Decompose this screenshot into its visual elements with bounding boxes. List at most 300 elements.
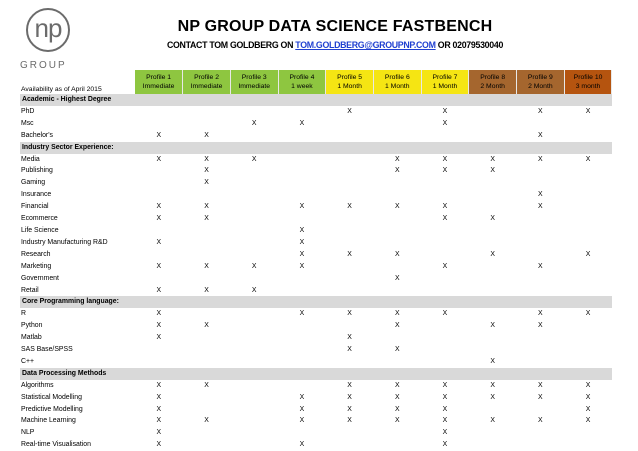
profile-9-cell xyxy=(517,427,565,439)
profile-3-cell: X xyxy=(251,119,257,127)
row-label: Insurance xyxy=(21,191,52,199)
profile-5-cell: X xyxy=(347,393,352,401)
profile-3-cell xyxy=(230,237,278,249)
profile-3-cell xyxy=(230,332,278,344)
profile-1-cell: X xyxy=(156,262,162,270)
profile-2-cell xyxy=(183,308,231,320)
profile-header-5 xyxy=(326,70,374,94)
profile-name: Profile 7 xyxy=(432,74,458,81)
profile-4-cell xyxy=(278,106,326,118)
profile-5-cell xyxy=(326,427,374,439)
profile-5-cell: X xyxy=(347,107,352,115)
section-header-row xyxy=(20,94,612,106)
profile-header-6 xyxy=(373,70,421,94)
profile-2-cell: X xyxy=(204,131,209,139)
logo-circle xyxy=(26,8,70,52)
profile-6-cell xyxy=(373,285,421,297)
profile-header-7 xyxy=(421,70,469,94)
row-label: PhD xyxy=(21,107,35,115)
profile-9-cell xyxy=(517,356,565,368)
profile-7-cell: X xyxy=(442,417,448,425)
profile-3-cell xyxy=(230,273,278,285)
profile-1-cell xyxy=(135,225,183,237)
profile-7-cell: X xyxy=(442,381,448,389)
profile-8-cell xyxy=(469,273,517,285)
profile-2-cell: X xyxy=(204,155,209,163)
profile-4-cell xyxy=(278,213,326,225)
profile-7-cell xyxy=(421,332,469,344)
profile-6-cell: X xyxy=(394,322,400,330)
profile-5-cell xyxy=(326,189,374,201)
profile-7-cell: X xyxy=(442,441,448,449)
table-row xyxy=(20,273,612,285)
profile-name: Profile 4 xyxy=(289,74,315,81)
profile-1-cell xyxy=(135,165,183,177)
row-label: Python xyxy=(21,322,43,330)
profile-10-cell xyxy=(564,285,612,297)
profile-7-cell: X xyxy=(442,119,448,127)
profile-7-cell: X xyxy=(442,203,448,211)
profile-10-cell xyxy=(564,344,612,356)
profile-2-cell xyxy=(183,392,231,404)
profile-9-cell xyxy=(517,273,565,285)
section-title: Academic - Highest Degree xyxy=(20,94,612,106)
profile-4-cell: X xyxy=(299,250,305,258)
profile-5-cell xyxy=(326,273,374,285)
profile-8-cell xyxy=(469,285,517,297)
profile-1-cell: X xyxy=(156,238,162,246)
profile-2-cell: X xyxy=(204,262,209,270)
profile-10-cell xyxy=(564,261,612,273)
profile-3-cell xyxy=(230,356,278,368)
profile-8-cell xyxy=(469,308,517,320)
section-header-row xyxy=(20,296,612,308)
row-label: Predictive Modelling xyxy=(21,405,83,413)
profile-1-cell: X xyxy=(156,393,162,401)
section-title: Industry Sector Experience: xyxy=(20,142,612,154)
profile-7-cell: X xyxy=(442,393,448,401)
profile-1-cell: X xyxy=(156,286,162,294)
profile-5-cell xyxy=(326,225,374,237)
profile-9-cell xyxy=(517,213,565,225)
skills-table-body xyxy=(20,94,612,451)
profile-1-cell: X xyxy=(156,215,162,223)
profile-4-cell: X xyxy=(299,417,305,425)
profile-7-cell: X xyxy=(442,405,448,413)
profile-4-cell xyxy=(278,165,326,177)
profile-6-cell xyxy=(373,439,421,451)
skills-table xyxy=(20,70,612,451)
profile-10-cell xyxy=(564,130,612,142)
profile-7-cell xyxy=(421,130,469,142)
profile-6-cell xyxy=(373,332,421,344)
profile-8-cell: X xyxy=(490,393,495,401)
row-label: Research xyxy=(21,250,51,258)
profile-5-cell xyxy=(326,261,374,273)
availability-label: Availability as of April 2015 xyxy=(21,86,102,93)
profile-9-cell xyxy=(517,225,565,237)
profile-7-cell: X xyxy=(442,310,448,318)
profile-8-cell xyxy=(469,237,517,249)
profile-4-cell xyxy=(278,285,326,297)
profile-header-9 xyxy=(517,70,565,94)
profile-8-cell xyxy=(469,201,517,213)
profile-8-cell: X xyxy=(490,357,495,365)
profile-header-row xyxy=(20,70,612,94)
profile-9-cell: X xyxy=(538,393,543,401)
profile-10-cell xyxy=(564,225,612,237)
row-label: C++ xyxy=(21,357,35,365)
profile-9-cell xyxy=(517,285,565,297)
profile-2-cell xyxy=(183,118,231,130)
profile-6-cell xyxy=(373,106,421,118)
profile-4-cell: X xyxy=(299,310,305,318)
profile-6-cell: X xyxy=(394,250,400,258)
profile-5-cell: X xyxy=(347,250,352,258)
profile-availability: 1 week xyxy=(291,83,313,90)
profile-6-cell xyxy=(373,356,421,368)
profile-9-cell: X xyxy=(538,310,543,318)
profile-8-cell xyxy=(469,106,517,118)
profile-10-cell xyxy=(564,118,612,130)
table-row xyxy=(20,213,612,225)
profile-3-cell: X xyxy=(251,155,257,163)
profile-3-cell: X xyxy=(251,286,257,294)
profile-3-cell xyxy=(230,439,278,451)
profile-2-cell xyxy=(183,249,231,261)
row-label: Machine Learning xyxy=(21,417,76,425)
table-row xyxy=(20,344,612,356)
profile-9-cell: X xyxy=(538,203,543,211)
profile-4-cell: X xyxy=(299,262,305,270)
profile-6-cell: X xyxy=(394,310,400,318)
profile-1-cell: X xyxy=(156,203,162,211)
table-row xyxy=(20,261,612,273)
profile-8-cell xyxy=(469,225,517,237)
profile-9-cell xyxy=(517,118,565,130)
profile-1-cell xyxy=(135,106,183,118)
profile-3-cell: X xyxy=(251,262,257,270)
profile-2-cell: X xyxy=(204,286,209,294)
profile-2-cell: X xyxy=(204,167,209,175)
profile-6-cell xyxy=(373,189,421,201)
table-row xyxy=(20,201,612,213)
profile-availability: 1 Month xyxy=(337,83,362,90)
profile-name: Profile 3 xyxy=(241,74,267,81)
profile-3-cell xyxy=(230,344,278,356)
profile-8-cell xyxy=(469,189,517,201)
profile-7-cell xyxy=(421,344,469,356)
profile-10-cell: X xyxy=(585,310,591,318)
profile-header-4 xyxy=(278,70,326,94)
profile-9-cell xyxy=(517,332,565,344)
profile-10-cell xyxy=(564,320,612,332)
profile-1-cell xyxy=(135,356,183,368)
profile-1-cell xyxy=(135,189,183,201)
profile-8-cell xyxy=(469,427,517,439)
row-label: Msc xyxy=(21,119,34,127)
profile-6-cell: X xyxy=(394,167,400,175)
table-row xyxy=(20,118,612,130)
profile-name: Profile 10 xyxy=(573,74,603,81)
profile-4-cell xyxy=(278,320,326,332)
profile-4-cell xyxy=(278,177,326,189)
section-title: Data Processing Methods xyxy=(20,368,612,380)
profile-3-cell xyxy=(230,380,278,392)
profile-7-cell xyxy=(421,273,469,285)
profile-name: Profile 9 xyxy=(527,74,553,81)
contact-line xyxy=(120,40,550,50)
profile-7-cell: X xyxy=(442,167,448,175)
profile-5-cell xyxy=(326,213,374,225)
profile-8-cell: X xyxy=(490,167,495,175)
profile-8-cell: X xyxy=(490,381,495,389)
profile-2-cell xyxy=(183,427,231,439)
row-label: Gaming xyxy=(21,179,46,187)
table-row xyxy=(20,177,612,189)
profile-9-cell: X xyxy=(538,191,543,199)
profile-7-cell xyxy=(421,189,469,201)
profile-10-cell xyxy=(564,356,612,368)
profile-4-cell xyxy=(278,154,326,166)
profile-2-cell: X xyxy=(204,203,209,211)
profile-6-cell xyxy=(373,213,421,225)
profile-3-cell xyxy=(230,415,278,427)
profile-4-cell: X xyxy=(299,441,305,449)
profile-8-cell xyxy=(469,118,517,130)
profile-4-cell: X xyxy=(299,119,305,127)
profile-availability: 3 month xyxy=(575,83,601,90)
profile-9-cell: X xyxy=(538,381,543,389)
profile-7-cell: X xyxy=(442,429,448,437)
profile-3-cell xyxy=(230,427,278,439)
table-row xyxy=(20,225,612,237)
profile-10-cell: X xyxy=(585,107,591,115)
profile-3-cell xyxy=(230,392,278,404)
profile-8-cell: X xyxy=(490,322,495,330)
profile-10-cell xyxy=(564,189,612,201)
profile-9-cell: X xyxy=(538,417,543,425)
contact-prefix: CONTACT TOM GOLDBERG ON xyxy=(166,40,296,50)
profile-6-cell xyxy=(373,118,421,130)
profile-1-cell: X xyxy=(156,334,162,342)
row-label: Algorithms xyxy=(21,381,54,389)
profile-5-cell: X xyxy=(347,381,352,389)
table-row xyxy=(20,320,612,332)
table-row xyxy=(20,130,612,142)
profile-1-cell: X xyxy=(156,131,162,139)
profile-3-cell xyxy=(230,177,278,189)
profile-9-cell: X xyxy=(538,322,543,330)
profile-3-cell xyxy=(230,249,278,261)
row-label: Retail xyxy=(21,286,39,294)
profile-5-cell xyxy=(326,130,374,142)
profile-7-cell: X xyxy=(442,155,448,163)
profile-10-cell xyxy=(564,332,612,344)
profile-2-cell xyxy=(183,356,231,368)
profile-1-cell: X xyxy=(156,417,162,425)
profile-9-cell: X xyxy=(538,107,543,115)
profile-5-cell xyxy=(326,285,374,297)
profile-10-cell: X xyxy=(585,417,591,425)
profile-1-cell: X xyxy=(156,381,162,389)
profile-2-cell: X xyxy=(204,215,209,223)
profile-2-cell xyxy=(183,273,231,285)
profile-availability: Immediate xyxy=(238,83,271,90)
profile-10-cell xyxy=(564,177,612,189)
profile-9-cell xyxy=(517,344,565,356)
row-label: Life Science xyxy=(21,226,59,234)
profile-8-cell xyxy=(469,130,517,142)
profile-2-cell: X xyxy=(204,179,209,187)
profile-9-cell xyxy=(517,404,565,416)
table-row xyxy=(20,439,612,451)
profile-7-cell xyxy=(421,320,469,332)
profile-6-cell xyxy=(373,177,421,189)
contact-email-link[interactable]: TOM.GOLDBERG@GROUPNP.COM xyxy=(295,40,436,50)
profile-1-cell: X xyxy=(156,310,162,318)
profile-4-cell: X xyxy=(299,203,305,211)
profile-5-cell xyxy=(326,320,374,332)
profile-1-cell xyxy=(135,177,183,189)
profile-8-cell xyxy=(469,177,517,189)
profile-name: Profile 6 xyxy=(384,74,410,81)
profile-3-cell xyxy=(230,189,278,201)
profile-name: Profile 1 xyxy=(146,74,172,81)
profile-8-cell xyxy=(469,332,517,344)
page-title: NP GROUP DATA SCIENCE FASTBENCH xyxy=(177,18,493,35)
logo-group-text: GROUP xyxy=(20,60,67,71)
profile-1-cell xyxy=(135,118,183,130)
profile-name: Profile 5 xyxy=(337,74,363,81)
contact-suffix: OR 02079530040 xyxy=(435,40,504,50)
table-row xyxy=(20,237,612,249)
profile-10-cell xyxy=(564,439,612,451)
profile-3-cell xyxy=(230,404,278,416)
profile-4-cell xyxy=(278,130,326,142)
profile-1-cell: X xyxy=(156,429,162,437)
profile-6-cell xyxy=(373,225,421,237)
row-label: R xyxy=(21,310,26,318)
profile-10-cell: X xyxy=(585,393,591,401)
profile-1-cell xyxy=(135,344,183,356)
profile-8-cell: X xyxy=(490,215,495,223)
profile-header-1 xyxy=(135,70,183,94)
profile-2-cell xyxy=(183,189,231,201)
profile-7-cell xyxy=(421,356,469,368)
profile-2-cell: X xyxy=(204,322,209,330)
profile-availability: 2 Month xyxy=(528,83,553,90)
profile-2-cell xyxy=(183,237,231,249)
profile-5-cell: X xyxy=(347,405,352,413)
section-header-row xyxy=(20,368,612,380)
profile-10-cell xyxy=(564,427,612,439)
profile-availability: Immediate xyxy=(190,83,223,90)
profile-5-cell: X xyxy=(347,203,352,211)
profile-2-cell xyxy=(183,344,231,356)
profile-10-cell: X xyxy=(585,405,591,413)
profile-10-cell xyxy=(564,213,612,225)
profile-9-cell xyxy=(517,439,565,451)
profile-8-cell xyxy=(469,261,517,273)
profile-availability: 1 Month xyxy=(432,83,458,90)
profile-7-cell xyxy=(421,177,469,189)
row-label: Ecommerce xyxy=(21,215,58,223)
section-title: Core Programming language: xyxy=(20,296,612,308)
profile-3-cell xyxy=(230,225,278,237)
row-label: Financial xyxy=(21,203,49,211)
profile-3-cell xyxy=(230,213,278,225)
profile-10-cell xyxy=(564,165,612,177)
row-label: Publishing xyxy=(21,167,53,175)
profile-header-10 xyxy=(564,70,612,94)
row-label: Marketing xyxy=(21,262,52,270)
table-row xyxy=(20,380,612,392)
profile-2-cell xyxy=(183,404,231,416)
profile-7-cell xyxy=(421,237,469,249)
profile-5-cell xyxy=(326,439,374,451)
profile-header-3 xyxy=(230,70,278,94)
row-label: Real-time Visualisation xyxy=(21,441,91,449)
logo-np-text: np xyxy=(34,13,62,43)
profile-name: Profile 2 xyxy=(194,74,219,81)
profile-6-cell: X xyxy=(394,274,400,282)
profile-5-cell xyxy=(326,177,374,189)
profile-2-cell: X xyxy=(204,381,209,389)
profile-2-cell xyxy=(183,225,231,237)
profile-7-cell xyxy=(421,249,469,261)
profile-4-cell: X xyxy=(299,238,305,246)
profile-9-cell: X xyxy=(538,155,543,163)
profile-2-cell xyxy=(183,106,231,118)
profile-1-cell xyxy=(135,273,183,285)
profile-6-cell: X xyxy=(394,417,400,425)
profile-10-cell xyxy=(564,237,612,249)
profile-name: Profile 8 xyxy=(480,74,506,81)
profile-5-cell: X xyxy=(347,334,352,342)
row-label: Bachelor's xyxy=(21,131,53,139)
profile-8-cell: X xyxy=(490,155,495,163)
row-label: Government xyxy=(21,274,59,282)
profile-header-2 xyxy=(183,70,231,94)
profile-4-cell xyxy=(278,427,326,439)
row-label: SAS Base/SPSS xyxy=(21,346,73,354)
profile-6-cell xyxy=(373,261,421,273)
profile-9-cell: X xyxy=(538,131,543,139)
table-row xyxy=(20,332,612,344)
profile-7-cell: X xyxy=(442,215,448,223)
profile-10-cell xyxy=(564,201,612,213)
row-label: Media xyxy=(21,155,40,163)
table-row xyxy=(20,165,612,177)
table-row xyxy=(20,415,612,427)
profile-4-cell: X xyxy=(299,405,305,413)
row-label: NLP xyxy=(21,429,35,437)
profile-5-cell: X xyxy=(347,417,352,425)
profile-3-cell xyxy=(230,308,278,320)
profile-9-cell xyxy=(517,249,565,261)
row-label: Matlab xyxy=(21,334,42,342)
profile-5-cell: X xyxy=(347,310,352,318)
profile-10-cell xyxy=(564,273,612,285)
profile-7-cell: X xyxy=(442,262,448,270)
profile-10-cell: X xyxy=(585,381,591,389)
profile-6-cell: X xyxy=(394,346,400,354)
profile-2-cell: X xyxy=(204,417,209,425)
profile-5-cell xyxy=(326,356,374,368)
profile-9-cell xyxy=(517,165,565,177)
profile-9-cell xyxy=(517,177,565,189)
